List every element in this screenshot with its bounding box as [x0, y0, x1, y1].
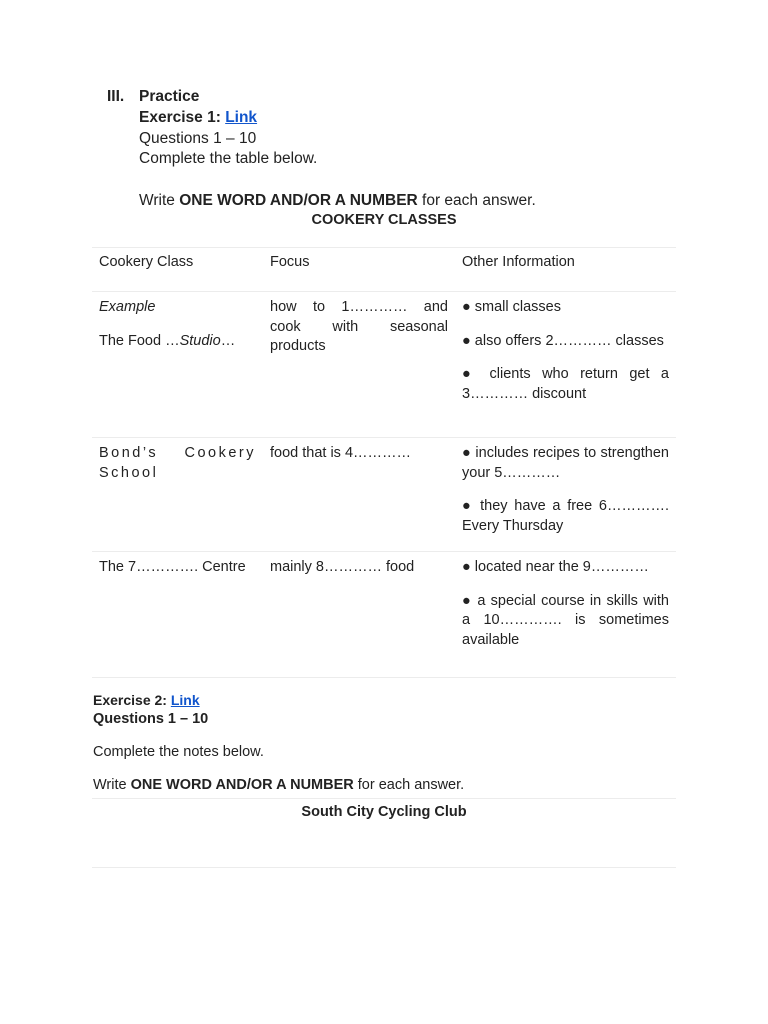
write-prefix: Write	[139, 192, 180, 209]
exercise1-label: Exercise 1:	[139, 109, 221, 126]
exercise1-questions: Questions 1 – 10	[139, 130, 257, 147]
row3-focus: mainly 8………… food	[263, 552, 455, 678]
exercise1-write-instruction	[139, 191, 536, 211]
header-other-information: Other Information	[455, 248, 676, 292]
row1-class-italic: Studio	[179, 332, 221, 349]
table-row	[92, 292, 676, 438]
notes-title: South City Cycling Club	[301, 804, 467, 820]
row1-class-cell	[92, 292, 263, 438]
row2-class	[92, 438, 263, 552]
row2-focus: food that is 4…………	[263, 438, 455, 552]
row2-info-1: ● includes recipes to strengthen your 5…………	[462, 445, 669, 481]
table-row	[92, 438, 676, 552]
row1-class-prefix: The Food …	[99, 332, 180, 349]
header-focus: Focus	[263, 248, 455, 292]
table-row	[92, 552, 676, 678]
example-label: Example	[99, 299, 156, 315]
exercise1-heading	[139, 108, 257, 128]
row3-info-2: ● a special course in skills with a 10…………. is sometimes available	[462, 592, 669, 648]
row3-info	[455, 552, 676, 678]
row1-info	[455, 292, 676, 438]
section-number: III.	[107, 88, 125, 105]
ex2-write-suffix: for each answer.	[353, 777, 465, 793]
row1-info-2: ● also offers 2………… classes	[462, 332, 664, 349]
row2-class-text: Bond’s Cookery School	[99, 445, 256, 481]
exercise2-label: Exercise 2:	[93, 692, 167, 708]
row1-class-suffix: …	[220, 332, 236, 349]
write-bold: ONE WORD AND/OR A NUMBER	[179, 192, 418, 209]
ex2-write-bold: ONE WORD AND/OR A NUMBER	[130, 777, 354, 793]
exercise2-link[interactable]: Link	[170, 692, 200, 708]
exercise2-questions: Questions 1 – 10	[93, 711, 209, 727]
row3-info-1: ● located near the 9…………	[462, 559, 649, 575]
row1-info-1: ● small classes	[462, 299, 562, 315]
row2-info-2: ● they have a free 6…………. Every Thursday	[462, 498, 669, 534]
row1-focus-text: how to 1………… and cook with seasonal products	[270, 299, 448, 354]
notes-box	[92, 798, 676, 868]
exercise2-write-instruction	[93, 777, 464, 793]
table-header-row	[92, 248, 676, 292]
exercise2-heading	[93, 692, 200, 708]
row1-class	[99, 332, 256, 352]
section-title: Practice	[139, 88, 200, 105]
exercise2-instruction: Complete the notes below.	[93, 744, 264, 760]
row1-focus	[263, 292, 455, 438]
table-title: COOKERY CLASSES	[311, 212, 457, 228]
exercise1-instruction: Complete the table below.	[139, 150, 318, 167]
row3-class: The 7…………. Centre	[92, 552, 263, 678]
row1-info-3: ● clients who return get a 3………… discount	[462, 366, 669, 402]
ex2-write-prefix: Write	[93, 777, 131, 793]
write-suffix: for each answer.	[417, 192, 536, 209]
exercise1-link[interactable]: Link	[225, 109, 258, 126]
cookery-table	[92, 247, 676, 678]
header-cookery-class: Cookery Class	[92, 248, 263, 292]
row2-info	[455, 438, 676, 552]
